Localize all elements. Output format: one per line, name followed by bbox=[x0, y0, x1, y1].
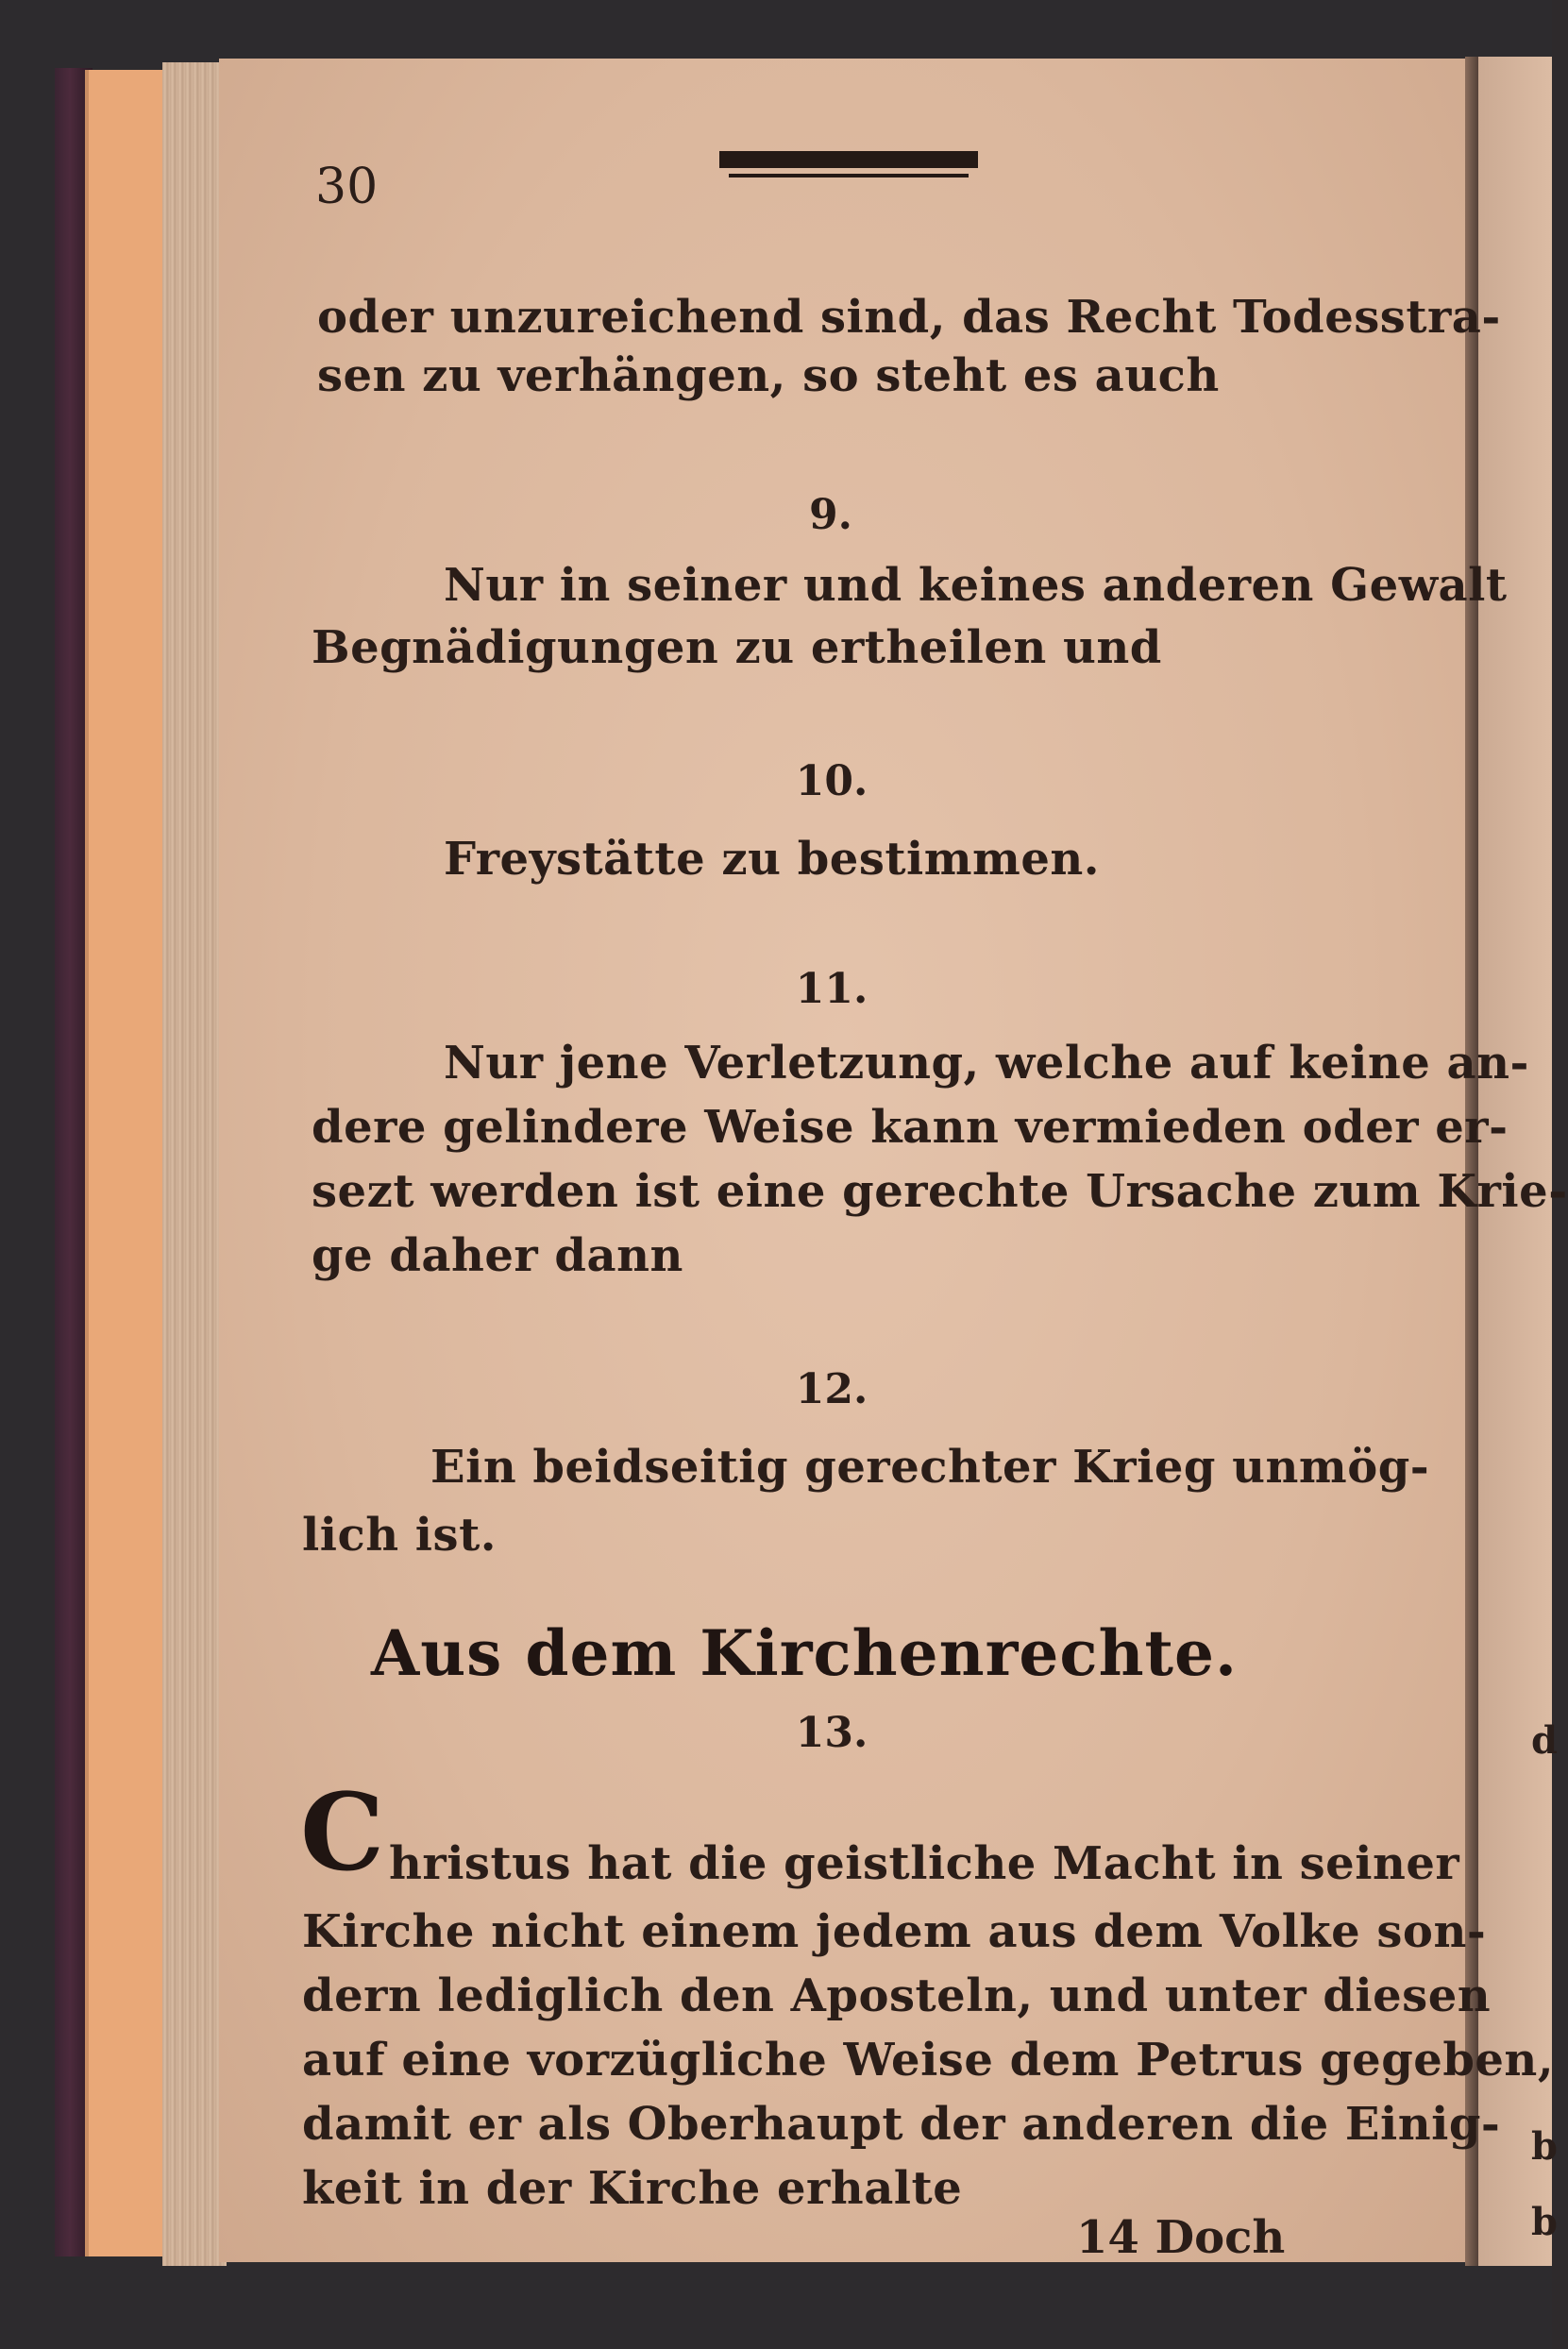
text-line: lich ist. bbox=[302, 1509, 497, 1562]
header-rule bbox=[719, 151, 978, 179]
text-line: dern lediglich den Aposteln, und unter diesen bbox=[302, 1969, 1492, 2022]
text-line: auf eine vorzügliche Weise dem Petrus gegeben, bbox=[302, 2034, 1555, 2087]
paragraph-number: 10. bbox=[795, 757, 868, 805]
facing-page-fragment: b bbox=[1531, 2200, 1558, 2244]
section-heading: Aus dem Kirchenrechte. bbox=[370, 1616, 1239, 1690]
text-line: damit er als Oberhaupt der anderen die Einig- bbox=[302, 2098, 1501, 2151]
text-line: keit in der Kirche erhalte bbox=[302, 2162, 963, 2215]
text-line: Nur in seiner und keines anderen Gewalt bbox=[444, 559, 1508, 612]
paragraph-number: 12. bbox=[795, 1365, 868, 1413]
paragraph-number: 11. bbox=[795, 965, 868, 1013]
text-line: sezt werden ist eine gerechte Ursache zum Krie- bbox=[312, 1165, 1568, 1218]
text-line: Freystätte zu bestimmen. bbox=[444, 833, 1100, 886]
catchword: 14 Doch bbox=[1076, 2211, 1286, 2264]
text-line: Ein beidseitig gerechter Krieg unmög- bbox=[430, 1441, 1430, 1494]
text-line: ge daher dann bbox=[312, 1229, 683, 1282]
header-rule-thick bbox=[719, 151, 978, 168]
text-line: Begnädigungen zu ertheilen und bbox=[312, 621, 1162, 674]
text-line: oder unzureichend sind, das Recht Todesstra- bbox=[317, 291, 1501, 344]
paragraph-number: 9. bbox=[809, 491, 852, 539]
paragraph-number: 13. bbox=[795, 1709, 868, 1757]
text-line: Kirche nicht einem jedem aus dem Volke son- bbox=[302, 1905, 1487, 1958]
header-rule-thin bbox=[729, 174, 969, 177]
drop-cap: C bbox=[300, 1771, 385, 1895]
page-number: 30 bbox=[315, 159, 379, 215]
text-line: sen zu verhängen, so steht es auch bbox=[317, 349, 1220, 402]
text-line: Nur jene Verletzung, welche auf keine an- bbox=[444, 1037, 1529, 1090]
facing-page-fragment: d bbox=[1531, 1718, 1558, 1763]
facing-page-fragment: b bbox=[1531, 2124, 1558, 2169]
text-line: hristus hat die geistliche Macht in seiner bbox=[389, 1837, 1460, 1890]
text-line: dere gelindere Weise kann vermieden oder er- bbox=[312, 1101, 1509, 1154]
